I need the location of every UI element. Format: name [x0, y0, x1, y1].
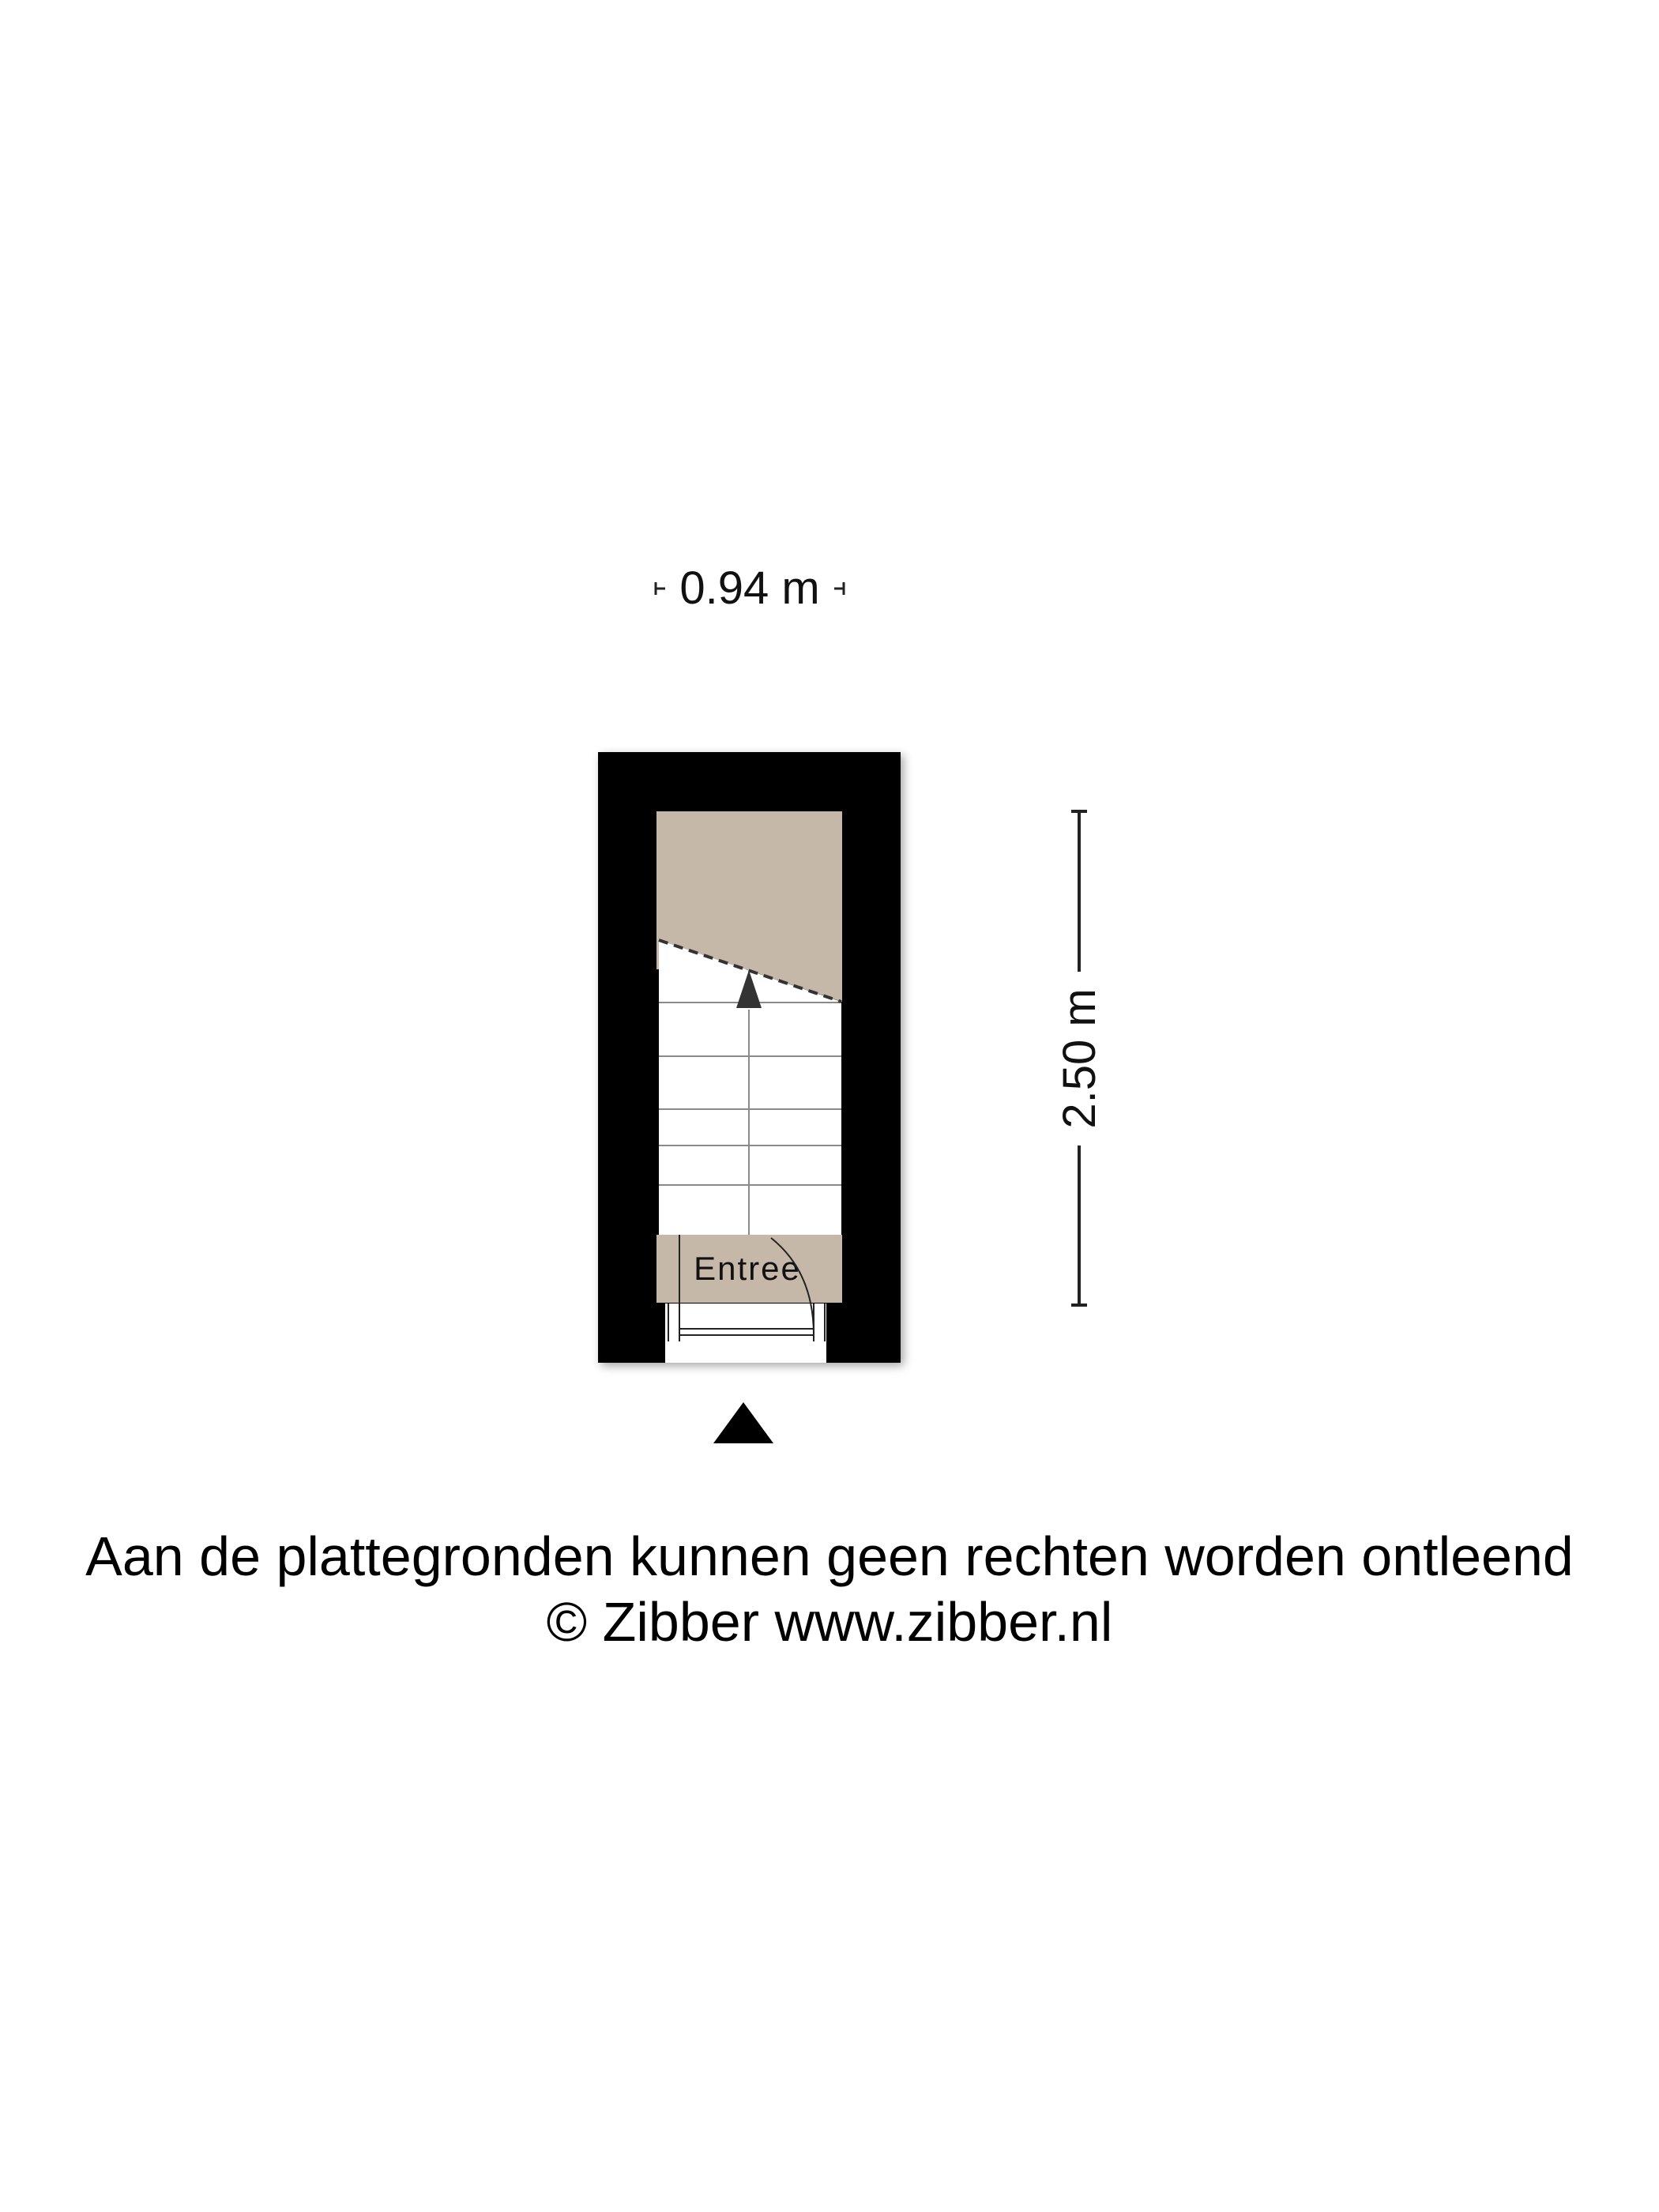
height-dimension	[1054, 811, 1105, 1305]
entree-label: Entree	[694, 1250, 801, 1287]
landing-floor	[656, 811, 842, 969]
width-dimension	[656, 562, 844, 614]
triangle-up-icon	[713, 1402, 773, 1443]
height-dimension-label: 2.50 m	[1054, 988, 1105, 1129]
width-dimension-label: 0.94 m	[679, 562, 820, 614]
copyright-text: © Zibber www.zibber.nl	[546, 1591, 1113, 1653]
disclaimer-text: Aan de plattegronden kunnen geen rechten worden ontleend	[85, 1525, 1574, 1587]
